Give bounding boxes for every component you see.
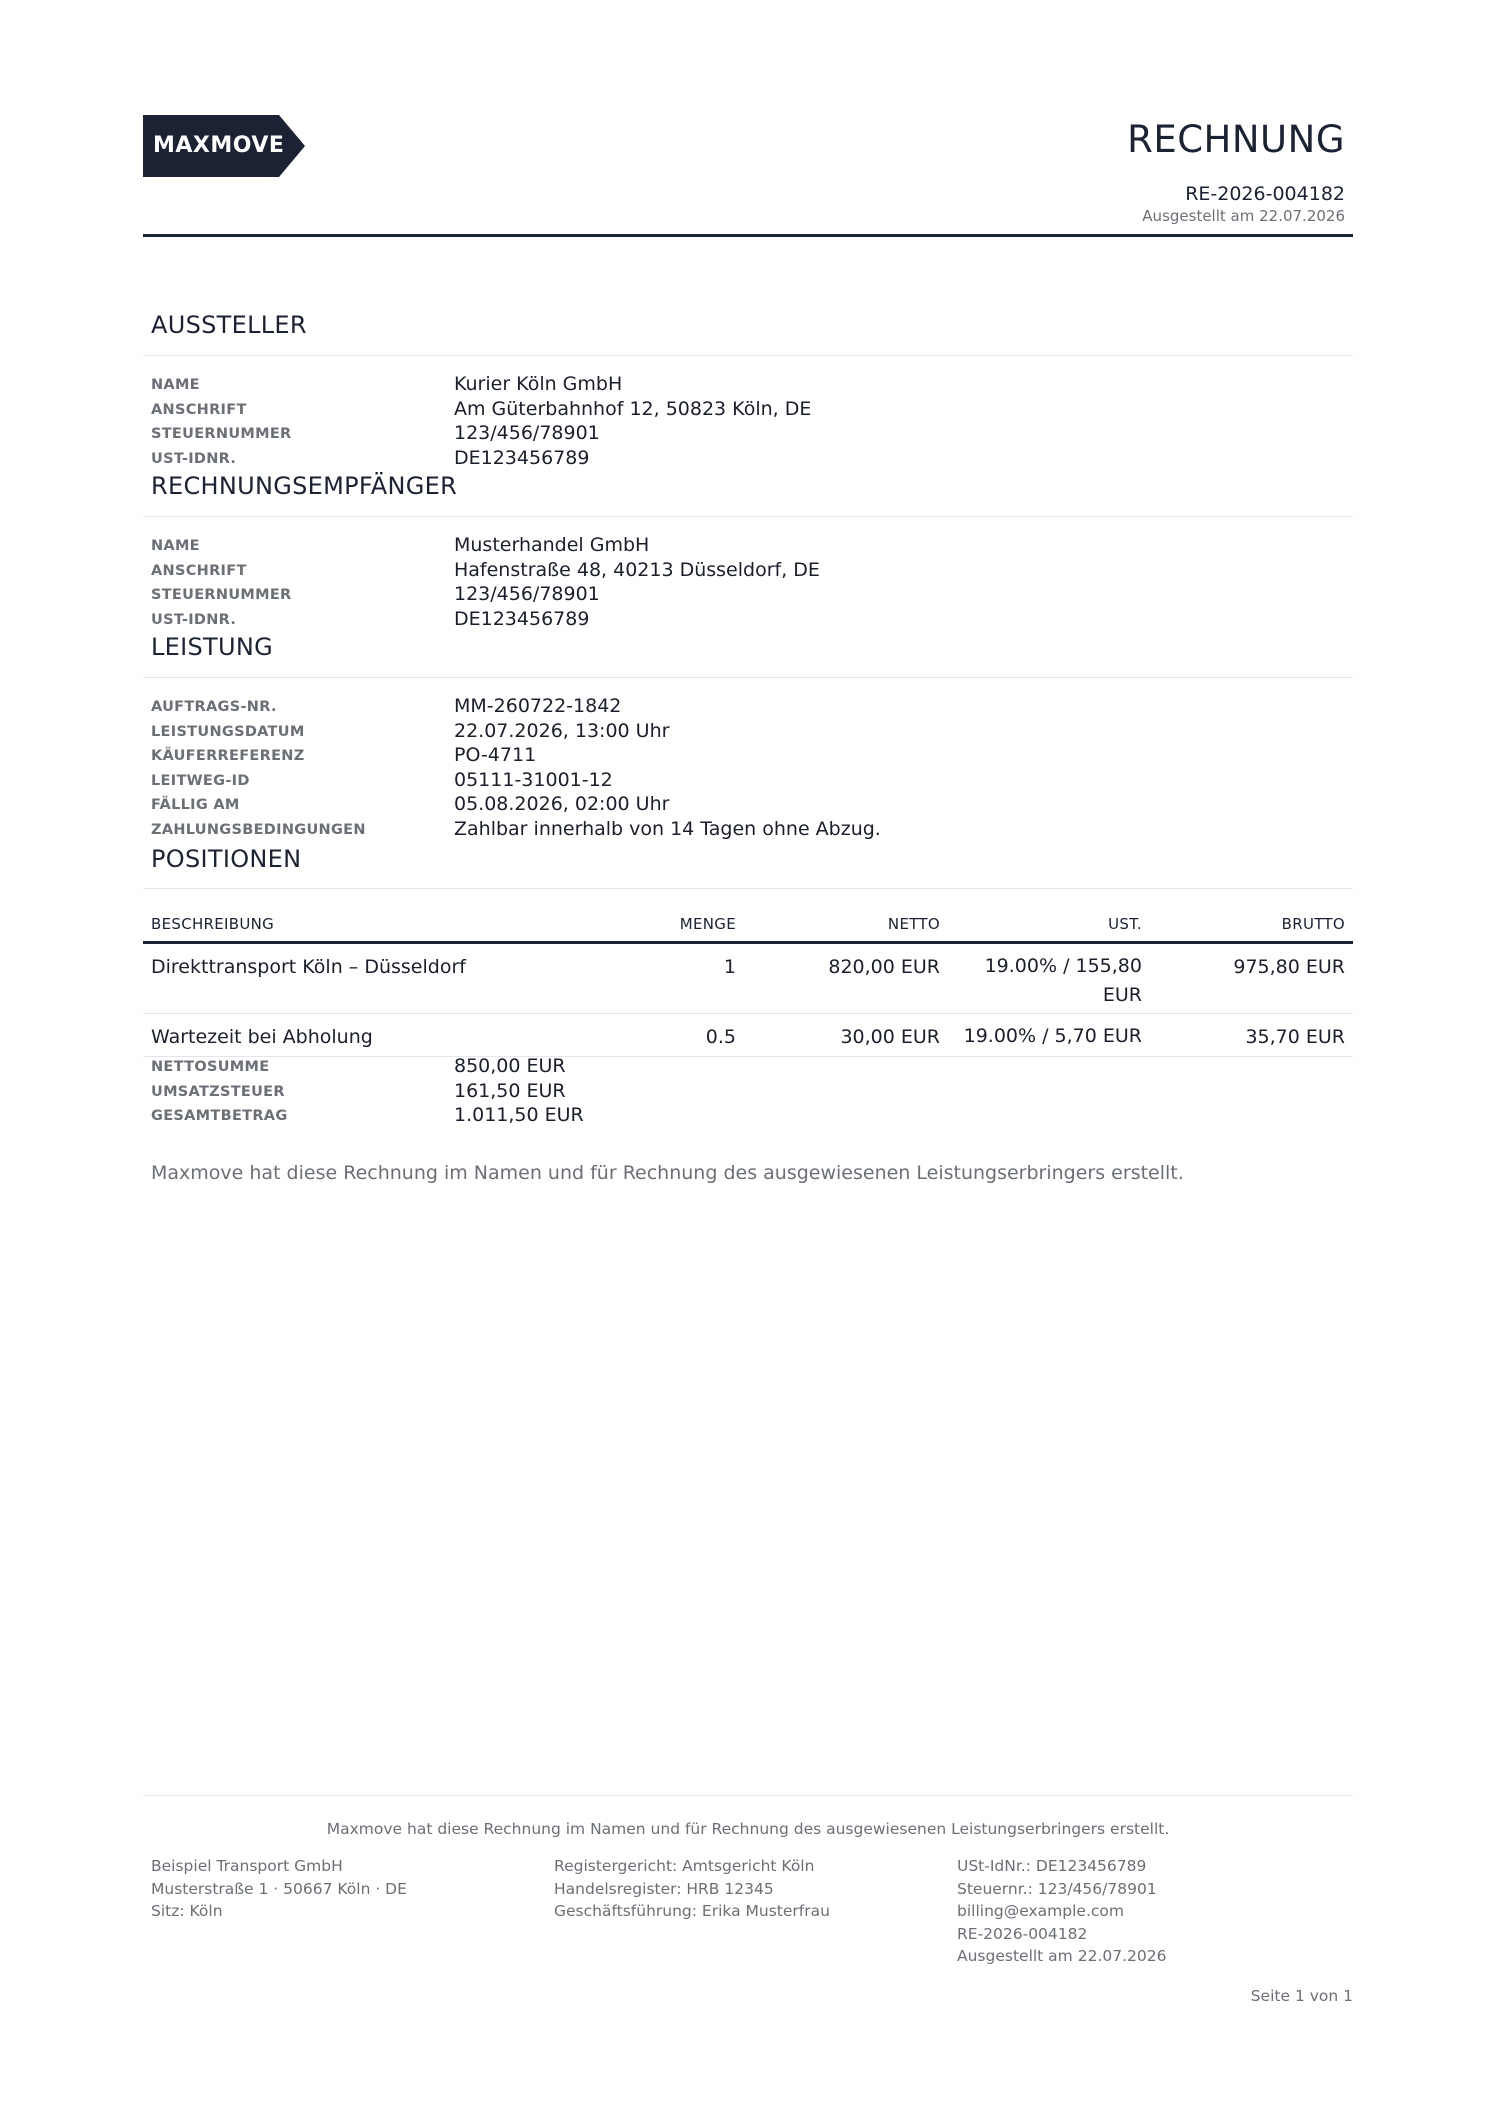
recipient-label: NAME xyxy=(151,538,200,554)
service-label: AUFTRAGS-NR. xyxy=(151,699,277,715)
header-gross: BRUTTO xyxy=(1281,915,1345,933)
service-label: ZAHLUNGSBEDINGUNGEN xyxy=(151,821,366,838)
invoice-number: RE-2026-004182 xyxy=(1185,183,1345,205)
header-divider xyxy=(143,234,1353,237)
total-label: UMSATZSTEUER xyxy=(151,1083,285,1100)
cell-description: Direkttransport Köln – Düsseldorf xyxy=(151,956,466,978)
footer-note: Maxmove hat diese Rechnung im Namen und für Rechnung des ausgewiesenen Leistungserbringers erstellt. xyxy=(326,1820,1170,1838)
total-value: 161,50 EUR xyxy=(454,1079,566,1102)
positions-divider xyxy=(143,888,1353,889)
cell-quantity: 1 xyxy=(723,956,736,978)
footer-register-court: Registergericht: Amtsgericht Köln xyxy=(554,1857,815,1875)
recipient-value: Hafenstraße 48, 40213 Düsseldorf, DE xyxy=(454,558,820,581)
service-row-due-date xyxy=(143,793,1353,818)
recipient-row-address xyxy=(143,559,1353,584)
service-label: LEITWEG-ID xyxy=(151,772,250,789)
issuer-label: STEUERNUMMER xyxy=(151,426,292,442)
recipient-divider xyxy=(143,516,1353,517)
footer-email: billing@example.com xyxy=(957,1902,1124,1920)
cell-vat: 19.00% / 155,80 EUR xyxy=(984,955,1142,1006)
service-label: LEISTUNGSDATUM xyxy=(151,723,305,740)
issuer-section-title: AUSSTELLER xyxy=(151,311,307,339)
header-quantity: MENGE xyxy=(679,915,736,933)
issuer-label: NAME xyxy=(151,377,200,393)
recipient-label: UST-IDNR. xyxy=(151,611,237,628)
cell-gross: 35,70 EUR xyxy=(1245,1026,1345,1048)
service-row-service-date xyxy=(143,720,1353,745)
issuer-details xyxy=(143,373,1353,471)
recipient-row-vat-id xyxy=(143,608,1353,633)
total-label: GESAMTBETRAG xyxy=(151,1108,288,1124)
footer-tax-column xyxy=(957,1855,1166,1968)
total-value: 850,00 EUR xyxy=(454,1055,566,1077)
page-number: Seite 1 von 1 xyxy=(1250,1987,1353,2005)
footer-company-name: Beispiel Transport GmbH xyxy=(151,1857,343,1875)
recipient-label: ANSCHRIFT xyxy=(151,562,247,579)
cell-net: 820,00 EUR xyxy=(828,956,940,978)
positions-table xyxy=(143,905,1353,1057)
recipient-value: 123/456/78901 xyxy=(454,583,600,605)
service-value: 05111-31001-12 xyxy=(454,768,613,791)
footer-tax-number: Steuernr.: 123/456/78901 xyxy=(957,1879,1157,1898)
service-details xyxy=(143,695,1353,842)
issuer-row-vat-id xyxy=(143,447,1353,472)
issuer-row-tax-number xyxy=(143,422,1353,447)
recipient-value: DE123456789 xyxy=(454,607,590,630)
service-value: 22.07.2026, 13:00 Uhr xyxy=(454,719,670,742)
footer-divider xyxy=(143,1795,1353,1796)
document-title: RECHNUNG xyxy=(1127,118,1345,161)
service-row-payment-terms xyxy=(143,818,1353,843)
totals xyxy=(143,1055,1353,1129)
footer-company-seat: Sitz: Köln xyxy=(151,1902,223,1920)
issuer-value: Kurier Köln GmbH xyxy=(454,373,623,395)
issuer-label: ANSCHRIFT xyxy=(151,401,247,418)
table-row xyxy=(143,944,1353,1014)
table-row xyxy=(143,1014,1353,1057)
positions-section-title: POSITIONEN xyxy=(151,845,302,873)
agent-note: Maxmove hat diese Rechnung im Namen und für Rechnung des ausgewiesenen Leistungserbringers erstellt. xyxy=(151,1162,1184,1184)
service-divider xyxy=(143,677,1353,678)
cell-gross: 975,80 EUR xyxy=(1233,956,1345,978)
footer-commercial-register: Handelsregister: HRB 12345 xyxy=(554,1879,774,1898)
cell-quantity: 0.5 xyxy=(705,1026,736,1048)
service-label: FÄLLIG AM xyxy=(151,797,240,813)
recipient-section-title: RECHNUNGSEMPFÄNGER xyxy=(151,472,458,500)
footer-company-column xyxy=(151,1855,407,1923)
issuer-row-address xyxy=(143,398,1353,423)
service-row-order-number xyxy=(143,695,1353,720)
cell-vat: 19.00% / 5,70 EUR xyxy=(963,1025,1142,1047)
issuer-value: DE123456789 xyxy=(454,446,590,469)
footer-issue-date: Ausgestellt am 22.07.2026 xyxy=(957,1947,1167,1965)
total-label: NETTOSUMME xyxy=(151,1059,270,1075)
footer-company-address: Musterstraße 1 · 50667 Köln · DE xyxy=(151,1879,407,1898)
cell-net: 30,00 EUR xyxy=(840,1026,940,1048)
service-value: PO-4711 xyxy=(454,744,537,766)
service-section-title: LEISTUNG xyxy=(151,633,274,661)
service-row-routing-id xyxy=(143,769,1353,794)
footer-management: Geschäftsführung: Erika Musterfrau xyxy=(554,1902,830,1920)
service-value: Zahlbar innerhalb von 14 Tagen ohne Abzug. xyxy=(454,817,881,840)
service-row-buyer-reference xyxy=(143,744,1353,769)
footer-register-column xyxy=(554,1855,830,1923)
cell-description: Wartezeit bei Abholung xyxy=(151,1026,373,1048)
logo-text: MAXMOVE xyxy=(153,133,285,158)
issuer-label: UST-IDNR. xyxy=(151,450,237,467)
issuer-divider xyxy=(143,355,1353,356)
issuer-value: 123/456/78901 xyxy=(454,422,600,444)
issuer-value: Am Güterbahnhof 12, 50823 Köln, DE xyxy=(454,397,812,420)
recipient-details xyxy=(143,534,1353,632)
recipient-label: STEUERNUMMER xyxy=(151,587,292,603)
invoice-page xyxy=(143,0,1353,2105)
total-row-net xyxy=(143,1055,1353,1080)
header-description: BESCHREIBUNG xyxy=(151,915,275,933)
service-value: 05.08.2026, 02:00 Uhr xyxy=(454,793,670,815)
recipient-row-tax-number xyxy=(143,583,1353,608)
service-label: KÄUFERREFERENZ xyxy=(151,748,305,764)
footer-invoice-number: RE-2026-004182 xyxy=(957,1924,1088,1943)
recipient-row-name xyxy=(143,534,1353,559)
table-header-row xyxy=(143,905,1353,944)
issuer-row-name xyxy=(143,373,1353,398)
issue-date: Ausgestellt am 22.07.2026 xyxy=(1142,207,1345,225)
total-row-gross xyxy=(143,1104,1353,1129)
maxmove-logo xyxy=(143,115,305,177)
footer-vat-id: USt-IdNr.: DE123456789 xyxy=(957,1857,1147,1875)
service-value: MM-260722-1842 xyxy=(454,695,622,717)
recipient-value: Musterhandel GmbH xyxy=(454,534,650,556)
header-net: NETTO xyxy=(887,915,940,933)
header-vat: UST. xyxy=(1108,915,1142,933)
total-row-vat xyxy=(143,1080,1353,1105)
total-value: 1.011,50 EUR xyxy=(454,1104,584,1126)
